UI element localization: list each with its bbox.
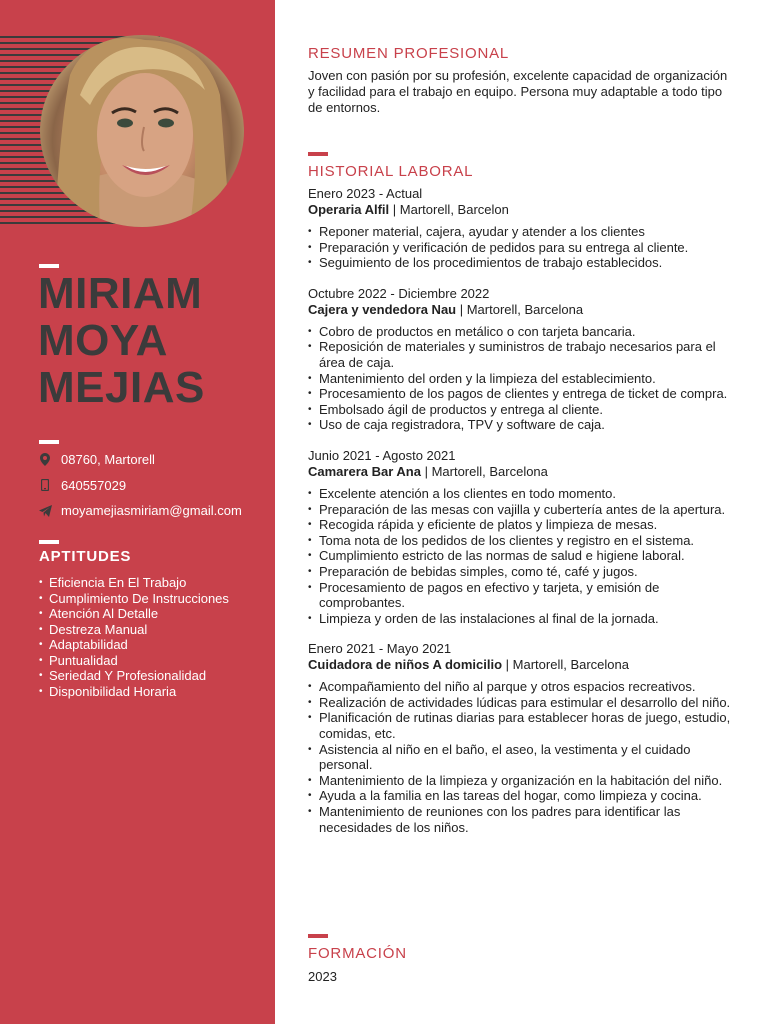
skill-item: • Seriedad Y Profesionalidad	[39, 668, 229, 684]
task-item: • Preparación de las mesas con vajilla y cubertería antes de la apertura.	[308, 502, 738, 518]
job-date: Enero 2021 - Mayo 2021	[308, 641, 452, 657]
job-place: | Martorell, Barcelona	[502, 657, 629, 673]
job-role: Camarera Bar Ana	[308, 463, 421, 479]
paper-plane-icon	[38, 504, 52, 518]
task-item: • Seguimiento de los procedimientos de trabajo establecidos.	[308, 255, 738, 271]
task-item: • Preparación de bebidas simples, como té, café y jugos.	[308, 564, 738, 580]
skills-heading: APTITUDES	[39, 548, 132, 565]
job-entry	[308, 286, 738, 433]
skill-item: • Adaptabilidad	[39, 637, 229, 653]
task-item: • Realización de actividades lúdicas para estimular el desarrollo del niño.	[308, 695, 738, 711]
task-item: • Excelente atención a los clientes en todo momento.	[308, 486, 738, 502]
job-date: Enero 2023 - Actual	[308, 186, 423, 201]
job-title	[308, 302, 738, 318]
job-place: | Martorell, Barcelona	[420, 463, 548, 479]
name-line: MOYA	[38, 316, 168, 365]
phone-text: 640557029	[61, 477, 127, 493]
skills-list	[39, 575, 229, 699]
history-divider	[308, 152, 328, 156]
contact-block	[38, 447, 242, 524]
skill-item: • Disponibilidad Horaria	[39, 684, 229, 700]
job-role: Operaria Alfil	[308, 202, 390, 217]
job-tasks	[308, 679, 738, 835]
task-item: • Acompañamiento del niño al parque y otros espacios recreativos.	[308, 679, 738, 695]
task-item: • Mantenimiento de la limpieza y organización en la habitación del niño.	[308, 773, 738, 789]
task-item: • Ayuda a la familia en las tareas del hogar, como limpieza y cocina.	[308, 788, 738, 804]
job-title	[308, 202, 738, 218]
education-divider	[308, 934, 328, 938]
skill-item: • Destreza Manual	[39, 622, 229, 638]
task-item: • Reponer material, cajera, ayudar y atender a los clientes	[308, 224, 738, 240]
contact-email[interactable]	[38, 498, 242, 524]
history-heading: HISTORIAL LABORAL	[308, 163, 474, 180]
email-link[interactable]: moyamejiasmiriam@gmail.com	[61, 503, 242, 519]
job-entry	[308, 641, 738, 835]
skill-item: • Puntualidad	[39, 653, 229, 669]
job-date: Octubre 2022 - Diciembre 2022	[308, 285, 490, 301]
education-heading: FORMACIÓN	[308, 945, 407, 962]
portrait-illustration	[40, 35, 244, 227]
job-entry	[308, 448, 738, 626]
task-item: • Mantenimiento del orden y la limpieza del establecimiento.	[308, 371, 738, 387]
education-year: 2023	[308, 969, 337, 984]
task-item: • Reposición de materiales y suministros de trabajo necesarios para el área de caja.	[308, 339, 738, 370]
profile-photo	[40, 35, 244, 227]
job-place: | Martorell, Barcelon	[389, 202, 509, 217]
task-item: • Cumplimiento estricto de las normas de salud e higiene laboral.	[308, 548, 738, 564]
task-item: • Procesamiento de los pagos de clientes y entrega de ticket de compra.	[308, 386, 738, 402]
task-item: • Limpieza y orden de las instalaciones al final de la jornada.	[308, 611, 738, 627]
task-item: • Preparación y verificación de pedidos para su entrega al cliente.	[308, 240, 738, 256]
location-text: 08760, Martorell	[61, 452, 155, 468]
sidebar	[0, 0, 275, 1024]
person-name	[38, 270, 205, 411]
summary-text: Joven con pasión por su profesión, excelente capacidad de organización y facilidad para el trabajo en equipo. Persona muy adaptable a todo tipo de entornos.	[308, 68, 728, 115]
skill-item: • Cumplimiento De Instrucciones	[39, 591, 229, 607]
job-role: Cajera y vendedora Nau	[308, 301, 457, 317]
task-item: • Embolsado ágil de productos y entrega al cliente.	[308, 402, 738, 418]
job-list	[308, 186, 738, 850]
phone-icon	[38, 478, 52, 492]
name-line: MEJIAS	[38, 363, 205, 412]
task-item: • Recogida rápida y eficiente de platos y limpieza de mesas.	[308, 517, 738, 533]
job-tasks	[308, 324, 738, 433]
job-date: Junio 2021 - Agosto 2021	[308, 447, 456, 463]
task-item: • Uso de caja registradora, TPV y software de caja.	[308, 417, 738, 433]
skill-item: • Eficiencia En El Trabajo	[39, 575, 229, 591]
job-title	[308, 464, 738, 480]
job-place: | Martorell, Barcelona	[456, 301, 584, 317]
skill-item: • Atención Al Detalle	[39, 606, 229, 622]
name-divider	[39, 264, 59, 268]
contact-divider	[39, 440, 59, 444]
task-item: • Cobro de productos en metálico o con tarjeta bancaria.	[308, 324, 738, 340]
task-item: • Asistencia al niño en el baño, el aseo, la vestimenta y el cuidado personal.	[308, 742, 738, 773]
name-line: MIRIAM	[38, 269, 203, 318]
skills-divider	[39, 540, 59, 544]
job-tasks	[308, 486, 738, 626]
task-item: • Procesamiento de pagos en efectivo y tarjeta, y emisión de comprobantes.	[308, 580, 738, 611]
contact-location	[38, 447, 242, 473]
task-item: • Planificación de rutinas diarias para establecer horas de juego, estudio, comidas, etc.	[308, 710, 738, 741]
task-item: • Mantenimiento de reuniones con los padres para identificar las necesidades de los niños.	[308, 804, 738, 835]
task-item: • Toma nota de los pedidos de los clientes y registro en el sistema.	[308, 533, 738, 549]
location-pin-icon	[38, 453, 52, 467]
job-tasks	[308, 224, 738, 271]
summary-heading: RESUMEN PROFESIONAL	[308, 45, 510, 62]
job-role: Cuidadora de niños A domicilio	[308, 657, 503, 673]
job-entry	[308, 186, 738, 271]
job-title	[308, 657, 738, 673]
contact-phone	[38, 473, 242, 499]
